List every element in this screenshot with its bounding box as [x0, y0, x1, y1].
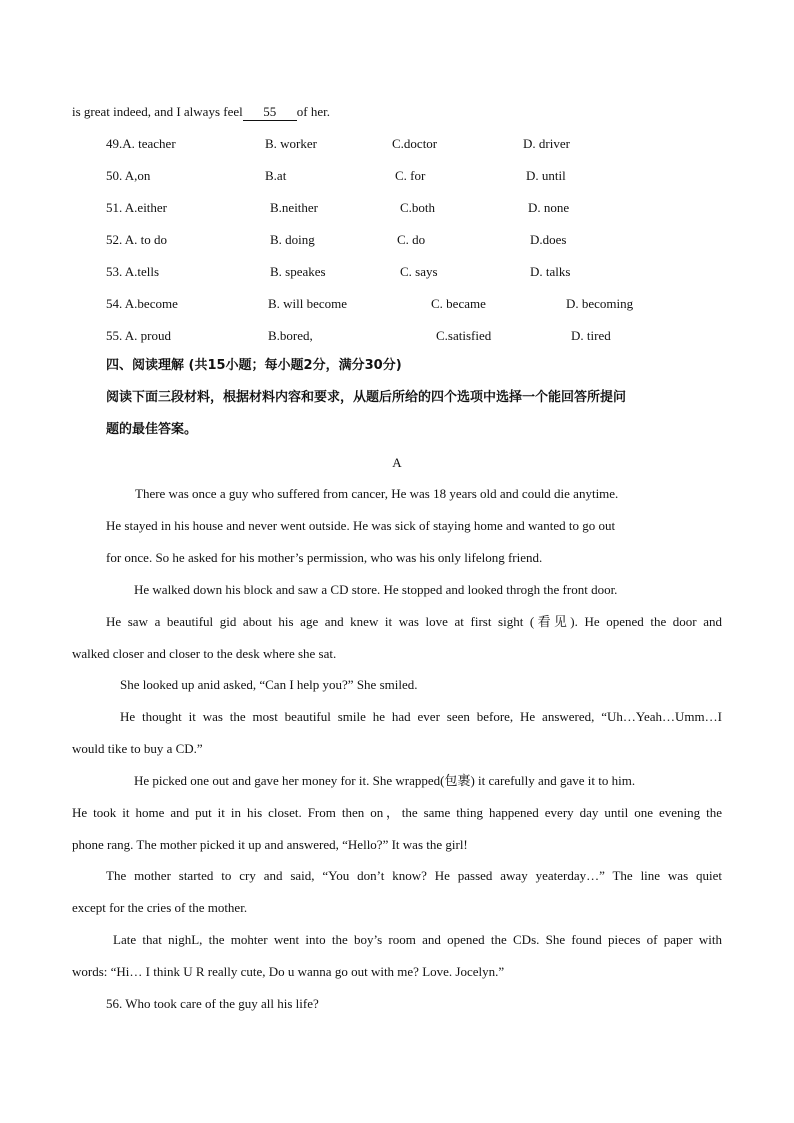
option-a: 50. A,on: [106, 168, 151, 183]
section-instruction: 阅读下面三段材料，根据材料内容和要求，从题后所给的四个选项中选择一个能回答所提问: [106, 390, 627, 405]
option-d: D. none: [528, 200, 570, 215]
passage-line: words: “Hi… I think U R really cute, Do u wanna go out with me? Love. Jocelyn.”: [72, 964, 505, 979]
passage-line: He walked down his block and saw a CD store. He stopped and looked throgh the front door.: [134, 582, 618, 597]
option-b: B. speakes: [270, 264, 326, 279]
option-a: 53. A.tells: [106, 264, 160, 279]
section-instruction-cont: 题的最佳答案。: [106, 422, 198, 437]
intro-line: [72, 104, 330, 121]
question-56: 56. Who took care of the guy all his life?: [106, 996, 319, 1011]
option-b: B. doing: [270, 232, 315, 247]
option-c: C. for: [395, 168, 426, 183]
passage-line: She looked up anid asked, “Can I help you?” She smiled.: [120, 677, 418, 692]
option-b: B.bored,: [268, 328, 313, 343]
passage-line: He thought it was the most beautiful smile he had ever seen before, He answered, “Uh…Yeah…Umm…I: [120, 709, 722, 724]
passage-line: for once. So he asked for his mother’s permission, who was his only lifelong friend.: [106, 550, 543, 565]
passage-line: He took it home and put it in his closet. From then on，the same thing happened every day until one evening the: [72, 805, 722, 820]
option-d: D. tired: [571, 328, 611, 343]
passage-line: except for the cries of the mother.: [72, 900, 248, 915]
option-b: B. will become: [268, 296, 348, 311]
option-b: B.at: [265, 168, 287, 183]
option-c: C.satisfied: [436, 328, 492, 343]
option-c: C.both: [400, 200, 436, 215]
option-a: 52. A. to do: [106, 232, 168, 247]
option-a: 49.A. teacher: [106, 136, 176, 151]
option-d: D. talks: [530, 264, 571, 279]
passage-line: There was once a guy who suffered from cancer, He was 18 years old and could die anytime.: [135, 486, 619, 501]
option-a: 55. A. proud: [106, 328, 171, 343]
option-d: D.does: [530, 232, 567, 247]
option-a: 54. A.become: [106, 296, 178, 311]
intro-after: of her.: [296, 104, 330, 119]
passage-line: would tike to buy a CD.”: [72, 741, 203, 756]
option-d: D. until: [526, 168, 566, 183]
option-d: D. driver: [523, 136, 570, 151]
section-heading: 四、阅读理解 (共15小题；每小题2分，满分30分): [106, 358, 402, 373]
passage-label: A: [392, 455, 402, 470]
passage-line: The mother started to cry and said, “You don’t know? He passed away yeaterday…” The line was quiet: [106, 868, 722, 883]
passage-line: He saw a beautiful gid about his age and knew it was love at first sight (看见). He opened the door and: [106, 614, 722, 629]
blank-55: 55: [243, 104, 297, 121]
intro-before: is great indeed, and I always feel: [72, 104, 243, 119]
option-b: B.neither: [270, 200, 319, 215]
option-c: C. became: [431, 296, 486, 311]
option-c: C. do: [397, 232, 426, 247]
option-c: C. says: [400, 264, 438, 279]
passage-line: He stayed in his house and never went outside. He was sick of staying home and wanted to go out: [106, 518, 616, 533]
option-b: B. worker: [265, 136, 317, 151]
passage-line: walked closer and closer to the desk where she sat.: [72, 646, 337, 661]
passage-line: phone rang. The mother picked it up and answered, “Hello?” It was the girl!: [72, 837, 468, 852]
passage-line: Late that nighL, the mohter went into the boy’s room and opened the CDs. She found pieces of paper with: [113, 932, 722, 947]
option-a: 51. A.either: [106, 200, 168, 215]
option-c: C.doctor: [392, 136, 438, 151]
passage-line: He picked one out and gave her money for it. She wrapped(包裹) it carefully and gave it to him.: [134, 773, 636, 788]
option-d: D. becoming: [566, 296, 634, 311]
